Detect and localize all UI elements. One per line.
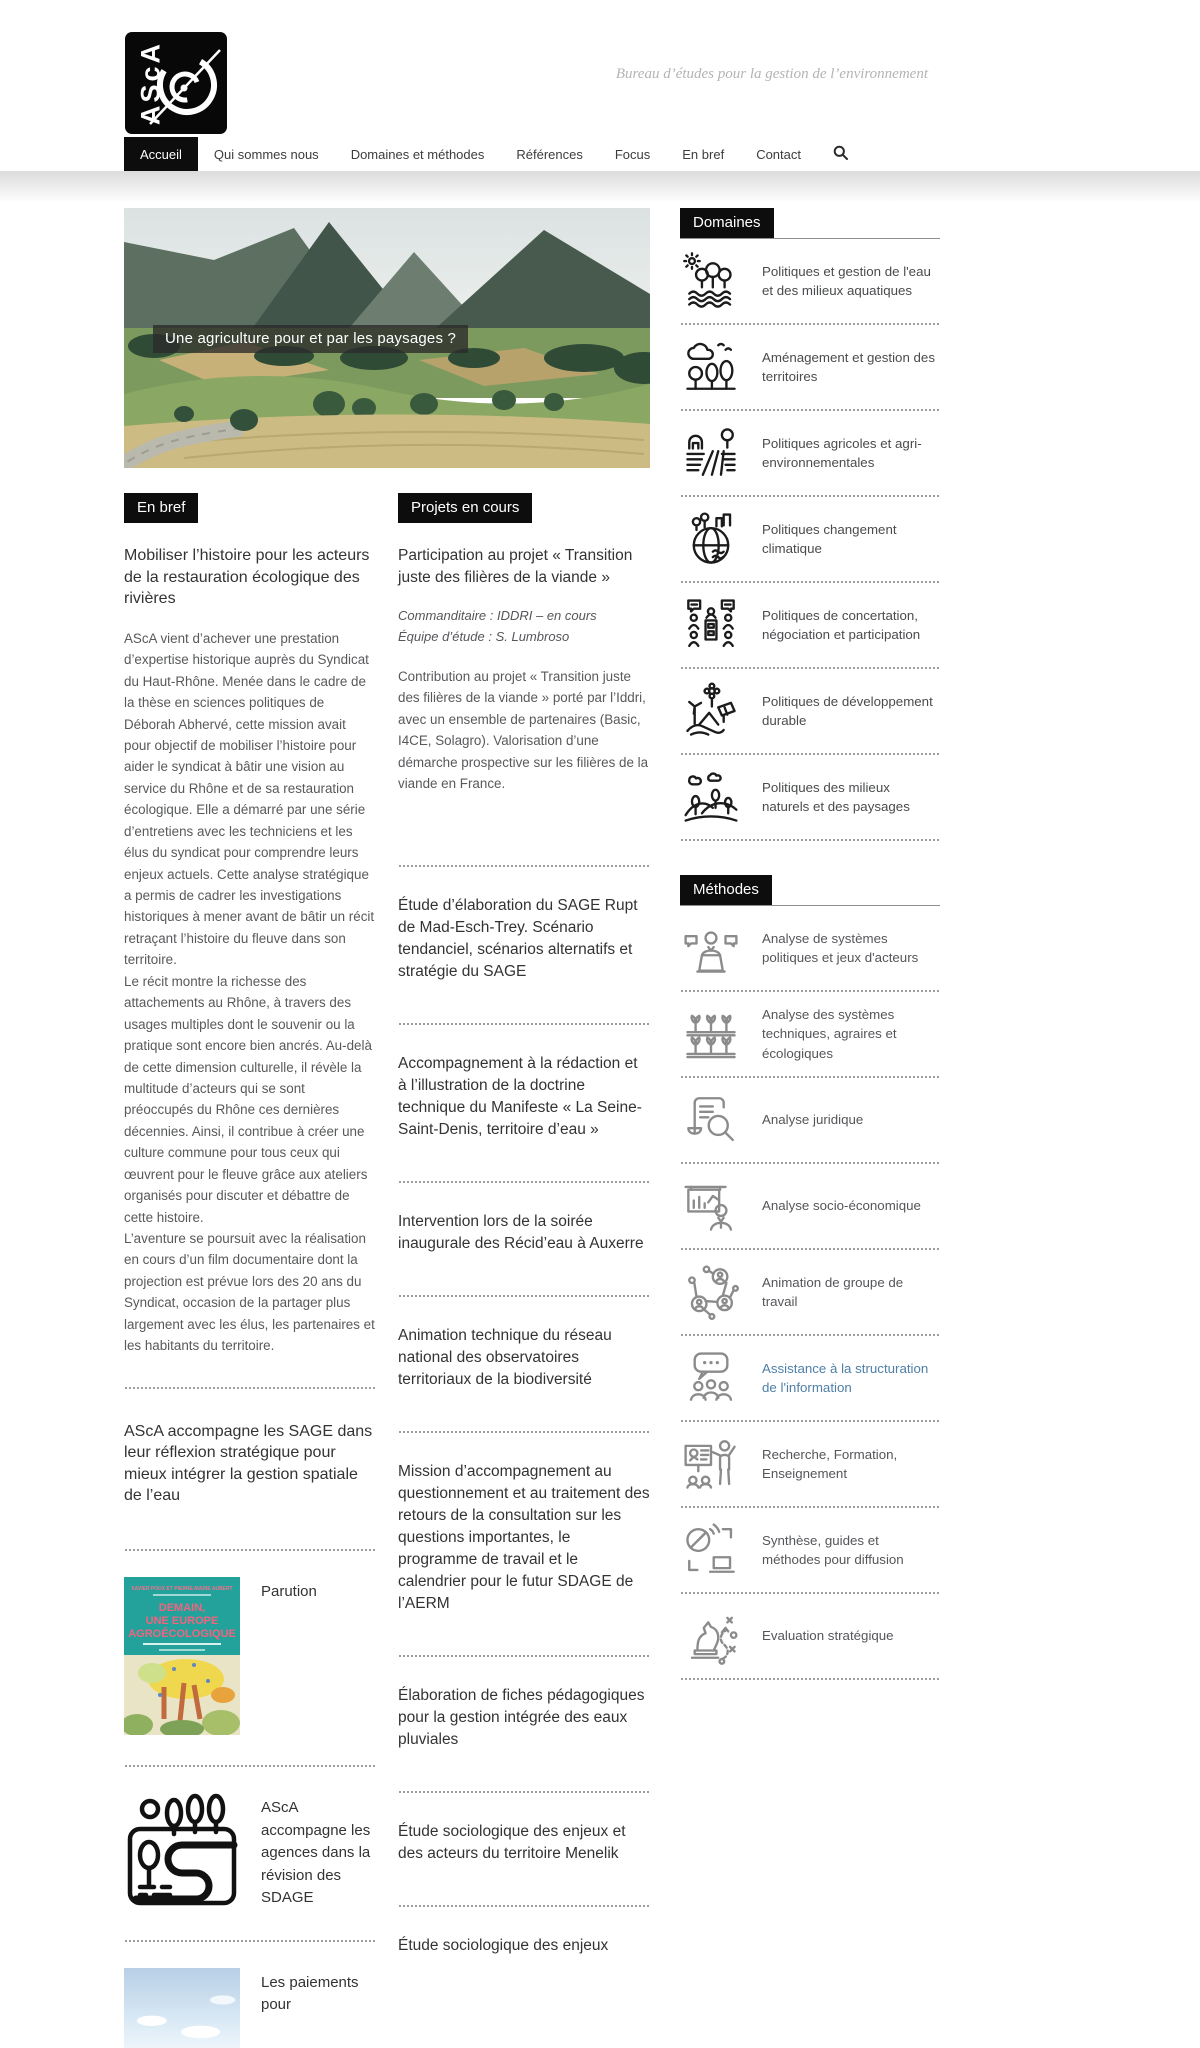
projet-equipe: Équipe d’étude : S. Lumbroso [398,629,570,645]
territory-icon [680,338,742,396]
article-paragraph: AScA vient d’achever une prestation d’expertise historique auprès du Syndicat du Haut-Rhône. Menée dans le cadre de la thèse en sciences politiques de Déborah Abhervé, cette mission avait pour objectif de mobiliser l’histoire pour aider le syndicat à bâtir une vision au service du Rhône et de sa restauration écologique. Elle a démarré par une série d’entretiens avec les techniciens et les élus du syndicat pour comprendre leurs enjeux actuels. Cette analyse stratégique a permis de cadrer les investigations historiques à mener avant de bâtir un récit retraçant l’histoire du fleuve dans son territoire. [124,630,375,968]
paiements-label[interactable]: Les paiements pour [261,1973,359,2014]
projet-meta [398,605,650,648]
projet-title[interactable]: Participation au projet « Transition juste des filières de la viande » [398,547,633,586]
article-paragraph: Le récit montre la richesse des attachements au Rhône, à travers des usages multiples dont le souvenir ou la pratique sont encore bien ancrés. Au-delà de cette dimension culturelle, il révèle la multitude d’acteurs qui se sont préoccupés du Rhône ces dernières décennies. Ainsi, il contribue à créer une culture commune pour tous ceux qui œuvrent pour le fleuve grâce aux ateliers organisés pour discuter et débattre de cette histoire. [124,973,372,1225]
page-content [124,208,940,2048]
asca-logo[interactable] [124,30,229,136]
projet-title[interactable]: Intervention lors de la soirée inaugurale des Récid’eau à Auxerre [398,1212,644,1252]
en-bref-heading: En bref [124,493,198,523]
methode-item-systemes-agraires[interactable] [680,992,940,1076]
river-illustration-icon [124,1793,240,1909]
nav-item-contact[interactable]: Contact [756,146,801,162]
projet-item [398,545,650,795]
logo-text: AScA [135,40,166,126]
book-title-line: UNE EUROPE [145,1615,219,1628]
methode-item-synthese-diffusion[interactable] [680,1508,940,1592]
divider [124,1765,376,1767]
sidebar [680,208,940,1680]
methode-item-structuration-information[interactable] [680,1336,940,1420]
sdage-label[interactable]: AScA accompagne les agences dans la révision des SDAGE [261,1799,371,1907]
methode-item-socio-economique[interactable] [680,1164,940,1248]
nav-item-en-bref[interactable]: En bref [682,146,725,162]
methode-label: Analyse de systèmes politiques et jeux d'acteurs [762,930,919,965]
book-authors: XAVIER POUX ET PIERRE-MARIE AUBERT [131,1586,233,1593]
methodes-section [680,875,940,1680]
projet-title[interactable]: Élaboration de fiches pédagogiques pour la gestion intégrée des eaux pluviales [398,1686,645,1748]
projet-title[interactable]: Mission d’accompagnement au questionnement et au traitement des retours de la consultation sur les questions importantes, le programme de travail et le calendrier pour le futur SDAGE de l’AERM [398,1462,650,1612]
domaine-item-territoires[interactable] [680,325,940,409]
scroll-magnifier-icon [680,1091,742,1149]
projet-title[interactable]: Étude sociologique des enjeux et des acteurs du territoire Menelik [398,1822,626,1862]
speech-bubble-group-icon [680,1349,742,1407]
methode-item-animation-groupe[interactable] [680,1250,940,1334]
main-nav [0,137,1200,171]
methode-label: Recherche, Formation, Enseignement [762,1446,898,1481]
chart-person-icon [680,1177,742,1235]
search-button[interactable] [817,137,864,171]
domaine-item-eau[interactable] [680,239,940,323]
teaching-icon [680,1435,742,1493]
methode-label: Analyse socio-économique [762,1198,921,1214]
divider [124,1940,376,1942]
divider [124,1387,376,1389]
water-trees-icon [680,252,742,310]
projet-title[interactable]: Étude sociologique des enjeux [398,1936,609,1954]
podium-speaker-icon [680,919,742,977]
en-bref-section [124,493,376,2048]
site-header [0,0,1200,137]
sky-thumbnail-image [124,1968,240,2048]
book-title-line: AGROÉCOLOGIQUE [128,1628,236,1641]
search-icon [833,145,848,163]
hero-caption[interactable]: Une agriculture pour et par les paysages ? [153,325,468,353]
people-network-icon [680,1263,742,1321]
methodes-heading-row [680,875,940,906]
domaine-label: Politiques de développement durable [762,693,933,728]
divider [680,1678,940,1680]
nav-shadow [0,171,1200,203]
domaine-label: Politiques des milieux naturels et des paysages [762,779,910,814]
book-cover-image [124,1577,240,1735]
nav-item-domaines-et-methodes[interactable]: Domaines et méthodes [350,146,485,162]
divider [398,1295,650,1297]
domaine-item-climat[interactable] [680,497,940,581]
methode-label: Synthèse, guides et méthodes pour diffusion [762,1532,904,1567]
broadcast-laptop-icon [680,1521,742,1579]
site-tagline: Bureau d’études pour la gestion de l’environnement [615,66,928,82]
nav-item-references[interactable]: Références [516,146,583,162]
parution-label[interactable]: Parution [261,1583,317,1601]
nav-item-focus[interactable]: Focus [614,146,651,162]
crop-rows-icon [680,1005,742,1063]
domaine-label: Politiques changement climatique [762,521,897,556]
domaines-section [680,208,940,841]
divider [398,1905,650,1907]
hero-slider[interactable] [124,208,650,468]
divider [398,1431,650,1433]
domaine-item-concertation[interactable] [680,583,940,667]
methode-item-evaluation-strategique[interactable] [680,1594,940,1678]
methode-label: Animation de groupe de travail [762,1274,904,1309]
domaines-heading-row [680,208,940,239]
nav-item-qui-sommes-nous[interactable]: Qui sommes nous [213,146,319,162]
methode-item-juridique[interactable] [680,1078,940,1162]
divider [398,1181,650,1183]
methode-label: Analyse juridique [762,1112,864,1128]
article-paragraph: L’aventure se poursuit avec la réalisation en cours d’un film documentaire dont la projection est prévue lors des 20 ans du Syndicat, occasion de la partager plus largement avec les élus, les partenaires et les habitants du territoire. [124,1231,375,1354]
domaine-label: Aménagement et gestion des territoires [762,349,935,384]
divider [398,1023,650,1025]
divider [680,839,940,841]
article-body [124,628,376,1357]
divider [124,1549,376,1551]
methode-item-politiques[interactable] [680,906,940,990]
methode-label: Assistance à la structuration de l'information [762,1360,929,1395]
divider [398,1655,650,1657]
agriculture-icon [680,424,742,482]
paiements-item[interactable] [124,1968,376,2048]
projet-body: Contribution au projet « Transition juste des filières de la viande » porté par l’Iddri, avec un ensemble de partenaires (Basic, I4CE, Solagro). Valorisation d’une démarche prospective sur les filières de la viande en France. [398,668,649,792]
divider [398,865,650,867]
domaine-item-agriculture[interactable] [680,411,940,495]
climate-globe-icon [680,510,742,568]
domaine-label: Politiques de concertation, négociation et participation [762,607,921,642]
domaine-item-paysages[interactable] [680,755,940,839]
methode-label: Evaluation stratégique [762,1628,894,1644]
divider [398,1791,650,1793]
projet-commanditaire: Commanditaire : IDDRI – en cours [398,608,597,623]
projet-title[interactable]: Étude d’élaboration du SAGE Rupt de Mad-Esch-Trey. Scénario tendanciel, scénarios alternatifs et stratégie du SAGE [398,896,638,980]
methodes-heading: Méthodes [680,875,772,905]
parution-item[interactable] [124,1577,376,1735]
domaines-heading: Domaines [680,208,774,238]
article-title[interactable]: Mobiliser l’histoire pour les acteurs de la restauration écologique des rivières [124,547,370,608]
projet-title[interactable]: Animation technique du réseau national des observatoires territoriaux de la biodiversité [398,1326,612,1388]
methode-label: Analyse des systèmes techniques, agraires et écologiques [762,1007,897,1061]
chess-strategy-icon [680,1607,742,1665]
sdage-item[interactable] [124,1793,376,1910]
main-column [124,208,650,2048]
sustainable-dev-icon [680,682,742,740]
concertation-icon [680,596,742,654]
projets-section [398,493,650,2048]
projet-title[interactable]: Accompagnement à la rédaction et à l’illustration de la doctrine technique du Manifeste « La Seine-Saint-Denis, territoire d’eau » [398,1054,642,1138]
landscape-icon [680,768,742,826]
book-title-line: DEMAIN, [158,1602,206,1615]
domaine-item-developpement-durable[interactable] [680,669,940,753]
projets-heading: Projets en cours [398,493,532,523]
domaine-label: Politiques agricoles et agri-environnementales [762,435,922,470]
article-title[interactable]: AScA accompagne les SAGE dans leur réflexion stratégique pour mieux intégrer la gestion spatiale de l’eau [124,1422,373,1505]
domaine-label: Politiques et gestion de l'eau et des milieux aquatiques [762,263,931,298]
methode-item-recherche-formation[interactable] [680,1422,940,1506]
nav-item-accueil[interactable]: Accueil [124,137,198,171]
